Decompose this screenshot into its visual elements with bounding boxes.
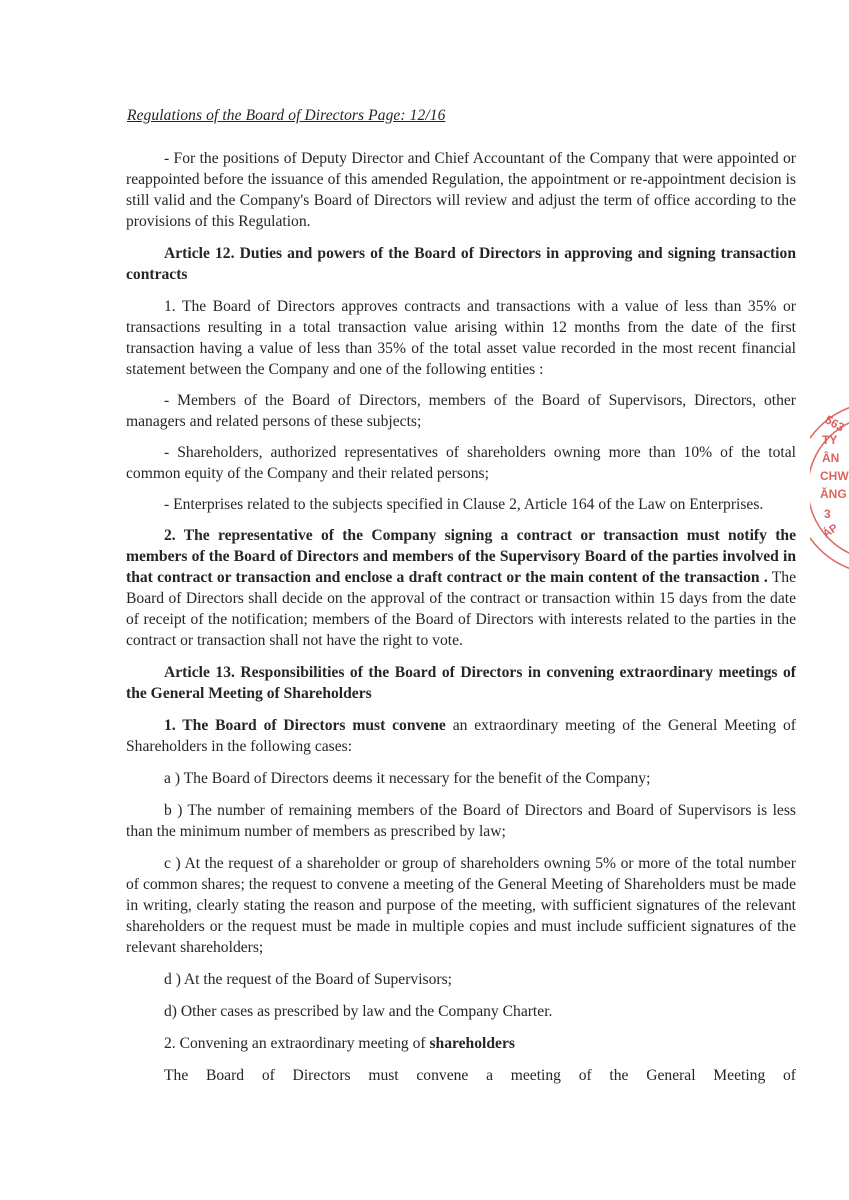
article-12-item: - Enterprises related to the subjects specified in Clause 2, Article 164 of the Law on Enterprises. bbox=[164, 496, 764, 513]
svg-text:CHW: CHW bbox=[820, 469, 849, 483]
svg-text:3: 3 bbox=[824, 507, 831, 521]
article-13-clause-2-pre: 2. Convening an extraordinary meeting of bbox=[164, 1035, 430, 1052]
article-13-clause-2-bold: shareholders bbox=[429, 1035, 515, 1052]
article-13-clause-1-rest: an extraordinary meeting of the General Meeting of Shareholders in the following cases: bbox=[126, 717, 796, 755]
article-13-item-a: a ) The Board of Directors deems it necessary for the benefit of the Company; bbox=[164, 770, 651, 787]
article-13-clause-2 bbox=[126, 1033, 796, 1054]
svg-text:TY: TY bbox=[822, 433, 838, 447]
article-12-item: - Shareholders, authorized representatives of shareholders owning more than 10% of the total common equity of the Company and their related persons; bbox=[126, 444, 796, 482]
article-13-item-b: b ) The number of remaining members of the Board of Directors and Board of Supervisors is less than the minimum number of members as prescribed by law; bbox=[126, 802, 796, 840]
svg-text:ÂN: ÂN bbox=[822, 451, 840, 465]
article-13-last-line: The Board of Directors must convene a meeting of the General Meeting of bbox=[164, 1067, 796, 1084]
article-13-clause-1 bbox=[126, 715, 796, 757]
article-13-item-c: c ) At the request of a shareholder or group of shareholders owning 5% or more of the total number of common shares; the request to convene a meeting of the General Meeting of Shareholders must be made in writing, clearly stating the reason and purpose of the meeting, with sufficient signatures of the relevant shareholders or the request must be made in multiple copies and must include sufficient signatures of the relevant shareholders; bbox=[126, 855, 796, 956]
svg-text:ÁP: ÁP bbox=[820, 521, 841, 541]
article-12-clause-2-rest: The Board of Directors shall decide on the approval of the contract or transaction within 15 days from the date of receipt of the notification; members of the Board of Directors with interests related to the parties in the contract or transaction shall not have the right to vote. bbox=[126, 569, 796, 649]
svg-text:563: 563 bbox=[822, 412, 847, 435]
article-13-item-e: d) Other cases as prescribed by law and the Company Charter. bbox=[164, 1003, 553, 1020]
company-seal-stamp bbox=[810, 398, 849, 578]
article-12-clause-2 bbox=[126, 525, 796, 651]
article-12-clause-2-bold: 2. The representative of the Company signing a contract or transaction must notify the members of the Board of Directors and members of the Supervisory Board of the parties involved in that contract or transaction and enclose a draft contract or the main content of the transaction . bbox=[126, 527, 796, 586]
paragraph: - For the positions of Deputy Director and Chief Accountant of the Company that were appointed or reappointed before the issuance of this amended Regulation, the appointment or re-appointment decision is still valid and the Company's Board of Directors will review and adjust the term of office according to the provisions of this Regulation. bbox=[126, 150, 796, 230]
article-13-heading: Article 13. Responsibilities of the Board of Directors in convening extraordinary meetings of the General Meeting of Shareholders bbox=[126, 664, 796, 702]
article-12-clause-1: 1. The Board of Directors approves contracts and transactions with a value of less than 35% or transactions resulting in a total transaction value arising within 12 months from the date of the first transaction having a value of less than 35% of the total asset value recorded in the most recent financial statement between the Company and one of the following entities : bbox=[126, 298, 796, 378]
article-13-clause-1-bold: 1. The Board of Directors must convene bbox=[164, 717, 446, 734]
article-12-item: - Members of the Board of Directors, members of the Board of Supervisors, Directors, other managers and related persons of these subjects; bbox=[126, 392, 796, 430]
svg-text:ĂNG: ĂNG bbox=[820, 487, 847, 501]
document-body bbox=[126, 148, 796, 1097]
page-header: Regulations of the Board of Directors Page: 12/16 bbox=[127, 107, 446, 124]
article-13-item-d: d ) At the request of the Board of Supervisors; bbox=[164, 971, 452, 988]
article-12-heading: Article 12. Duties and powers of the Board of Directors in approving and signing transaction contracts bbox=[126, 245, 796, 283]
